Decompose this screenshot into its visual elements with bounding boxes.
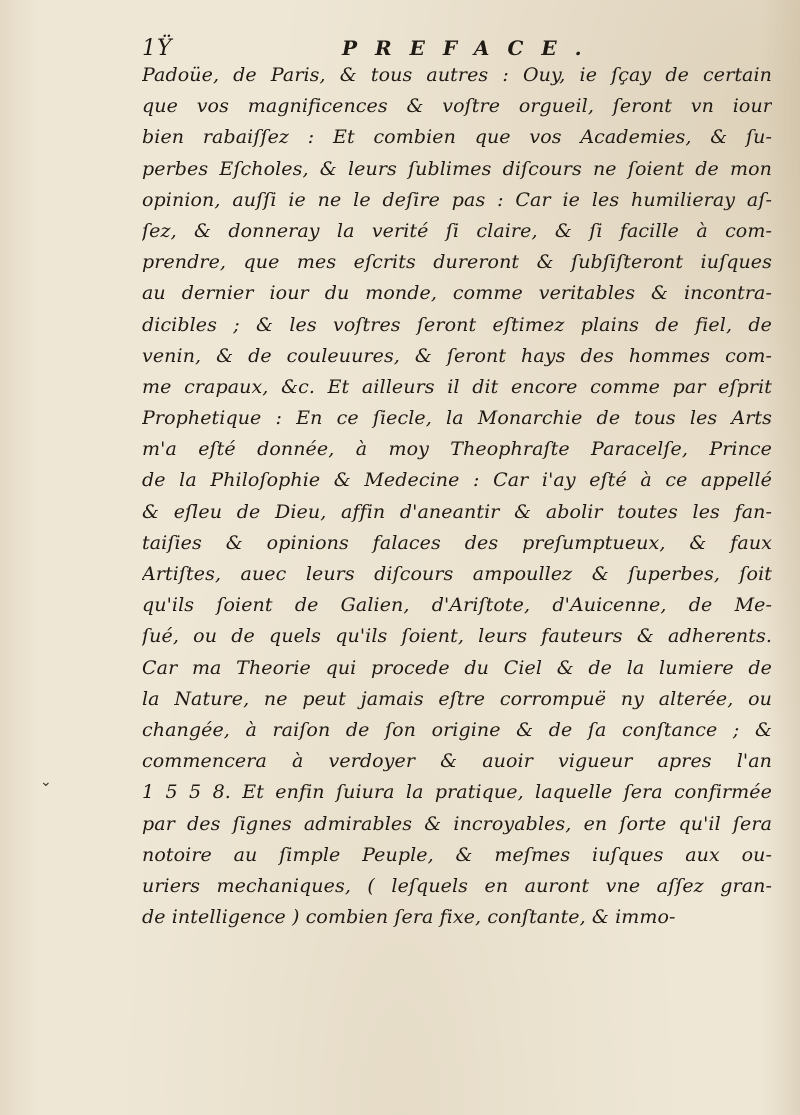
text-line: la Nature, ne peut jamais eſtre corrompuë ny alterée, ou bbox=[142, 687, 772, 710]
text-line: Car ma Theorie qui procede du Ciel & de la lumiere de bbox=[142, 656, 772, 679]
text-line: & eſleu de Dieu, affin d'aneantir & abolir toutes les fan- bbox=[142, 500, 772, 523]
text-line: au dernier iour du monde, comme veritables & incontra- bbox=[142, 282, 772, 305]
text-line: Prophetique : En ce ſiecle, la Monarchie de tous les Arts bbox=[142, 407, 772, 430]
text-line: qu'ils ſoient de Galien, d'Ariſtote, d'Auicenne, de Me- bbox=[142, 594, 772, 617]
text-line: que vos magnificences & voſtre orgueil, ſeront vn iour bbox=[142, 95, 772, 118]
page-number: 1Ÿ bbox=[142, 36, 173, 61]
text-line: 1 5 5 8. Et enfin ſuiura la pratique, laquelle ſera confirmée bbox=[142, 781, 772, 804]
text-line: venin, & de couleuures, & ſeront hays des hommes com- bbox=[142, 344, 772, 367]
text-line: taiſies & opinions falaces des preſumptueux, & faux bbox=[142, 531, 772, 554]
text-line: prendre, que mes eſcrits dureront & ſubſiſteront iuſques bbox=[142, 251, 772, 274]
running-title: PREFACE. bbox=[342, 36, 600, 60]
text-line: Padoüe, de Paris, & tous autres : Ouy, ie ſçay de certain bbox=[142, 64, 772, 86]
text-line: Artiſtes, auec leurs diſcours ampoullez & ſuperbes, ſoit bbox=[142, 563, 772, 585]
text-line: de la Philoſophie & Medecine : Car i'ay eſté à ce appellé bbox=[142, 469, 772, 492]
text-line: opinion, auſſi ie ne le deſire pas : Car ie les humilieray aſ- bbox=[142, 188, 772, 211]
text-line: perbes Eſcholes, & leurs ſublimes diſcours ne ſoient de mon bbox=[142, 157, 772, 180]
text-line: bien rabaiſſez : Et combien que vos Academies, & ſu- bbox=[142, 126, 772, 149]
text-line: de intelligence ) combien ſera fixe, conſtante, & immo- bbox=[142, 906, 676, 929]
text-line: dicibles ; & les voſtres ſeront eſtimez plains de fiel, de bbox=[142, 313, 772, 336]
text-line: changée, à raiſon de ſon origine & de ſa conſtance ; & bbox=[142, 718, 772, 741]
text-line: me crapaux, &c. Et ailleurs il dit encore comme par eſprit bbox=[142, 375, 772, 398]
body-text bbox=[142, 60, 772, 933]
text-line: notoire au ſimple Peuple, & meſmes iuſques aux ou- bbox=[142, 843, 772, 866]
text-line: ſez, & donneray la verité ſi claire, & ſi facille à com- bbox=[142, 219, 772, 242]
text-line: par des ſignes admirables & incroyables, en ſorte qu'il ſera bbox=[142, 812, 772, 835]
text-line: ſué, ou de quels qu'ils ſoient, leurs fauteurs & adherents. bbox=[142, 625, 772, 648]
text-line: m'a eſté donnée, à moy Theophraſte Paracelſe, Prince bbox=[142, 438, 772, 461]
text-line: commencera à verdoyer & auoir vigueur apres l'an bbox=[142, 750, 772, 773]
margin-mark: ⌄ bbox=[40, 774, 52, 790]
text-line: uriers mechaniques, ( leſquels en auront vne aſſez gran- bbox=[142, 874, 772, 897]
